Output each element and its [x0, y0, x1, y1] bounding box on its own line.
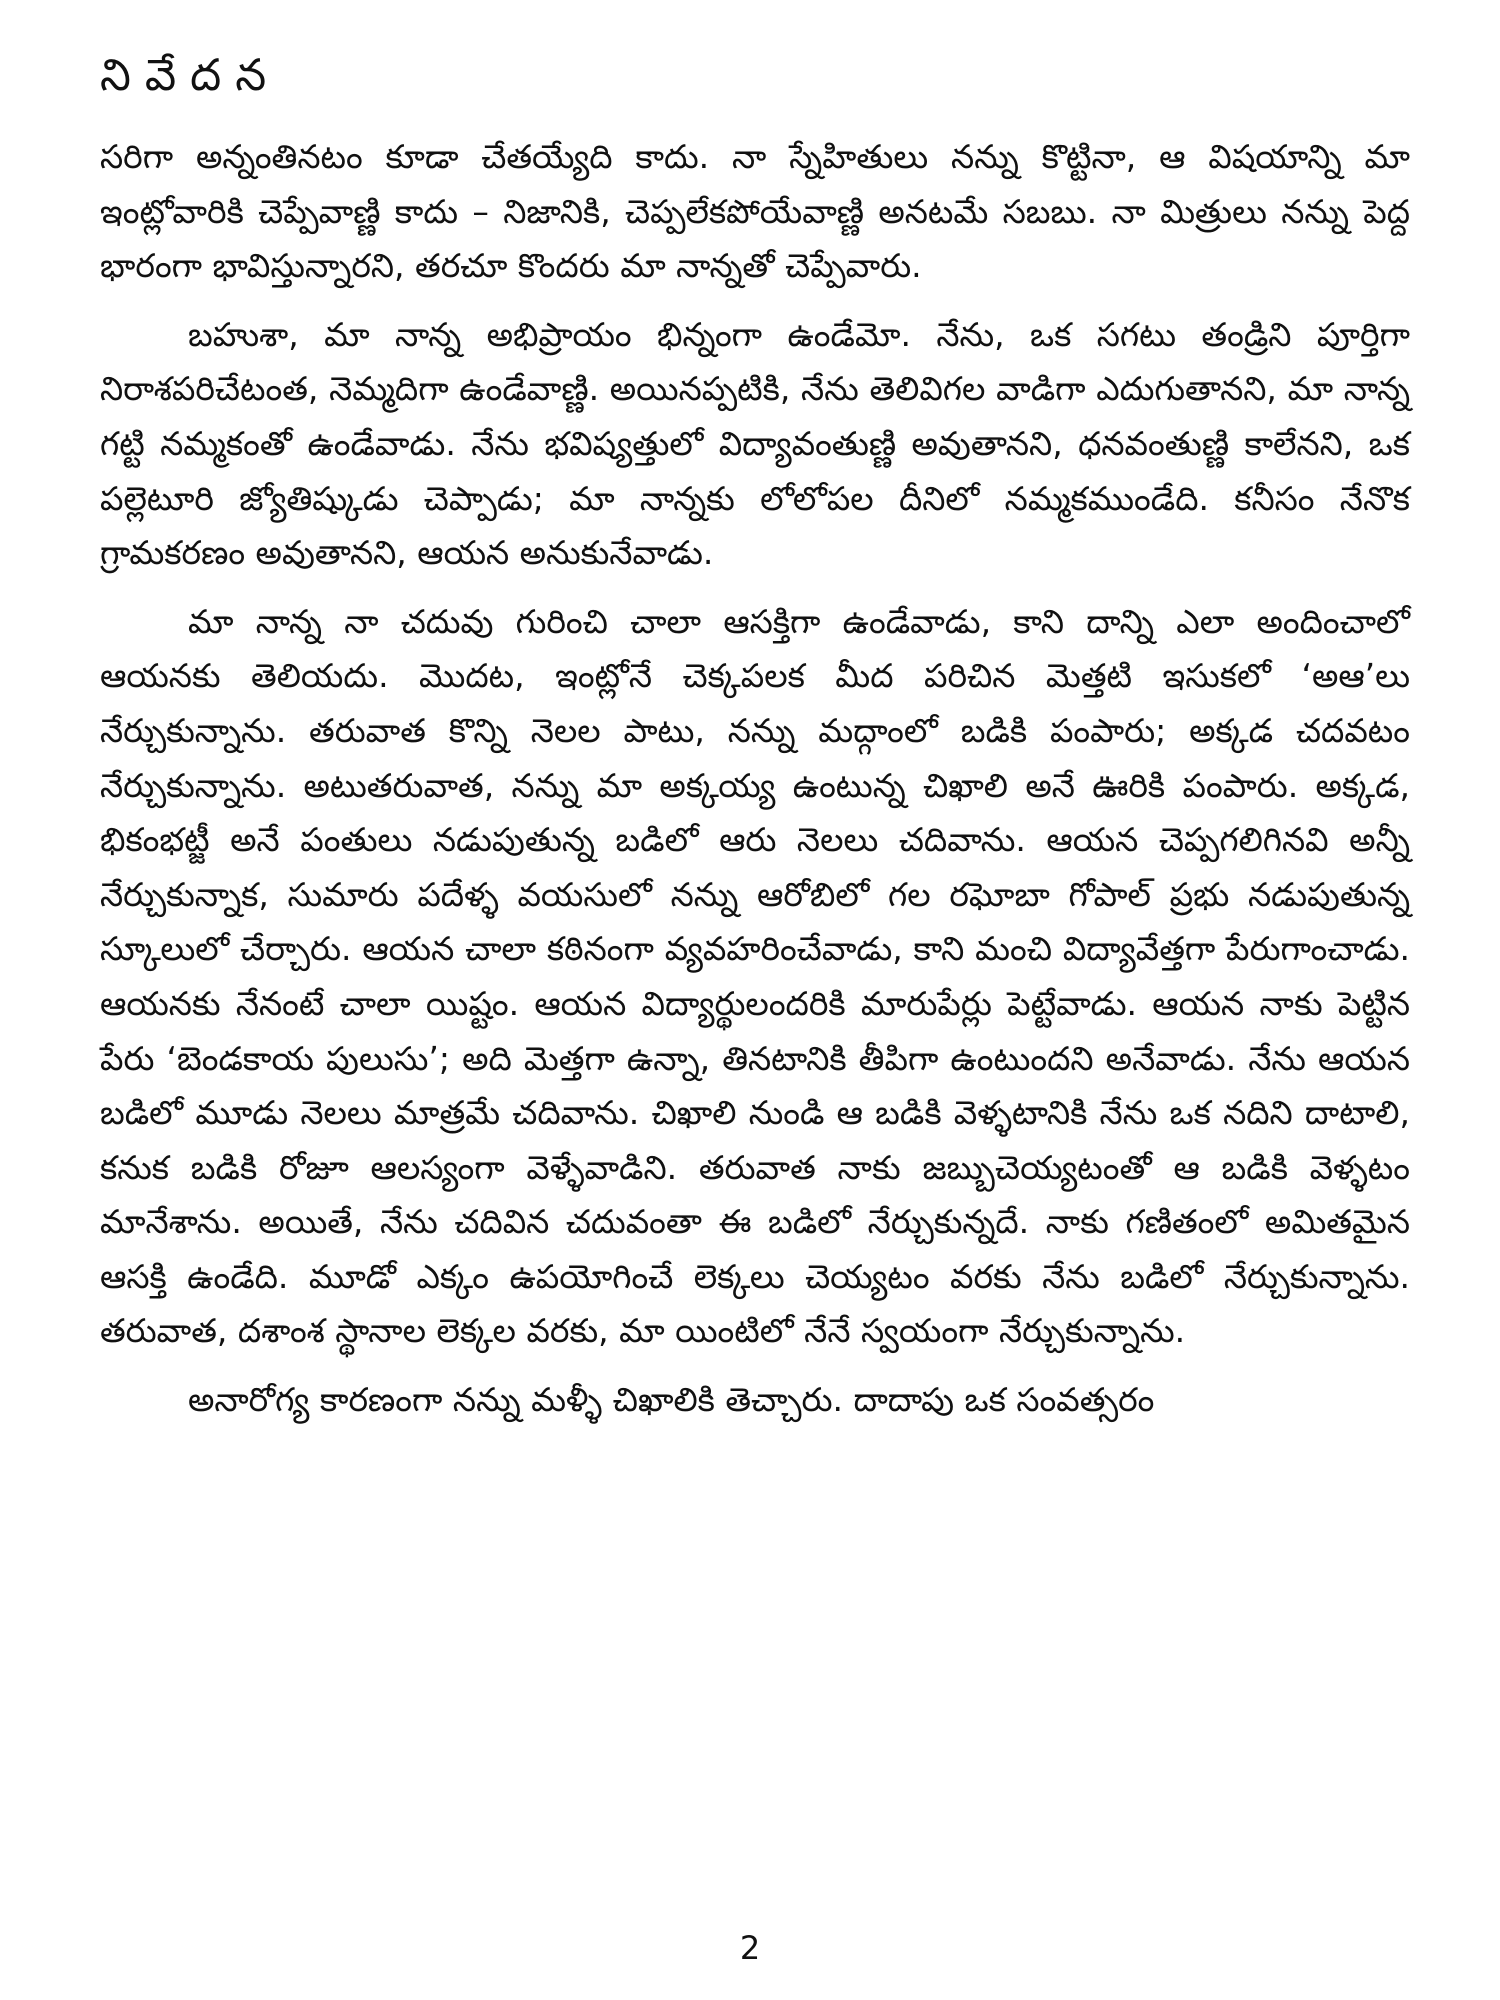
body-text [100, 130, 1410, 1442]
page-title: నివేదన [100, 50, 281, 101]
paragraph: అనారోగ్య కారణంగా నన్ను మళ్ళీ చిఖాలికి తెచ్చారు. దాదాపు ఒక సంవత్సరం [188, 1380, 1155, 1420]
paragraph: బహుశా, మా నాన్న అభిప్రాయం భిన్నంగా ఉండేమో. నేను, ఒక సగటు తండ్రిని పూర్తిగా నిరాశపరిచేటంత, నెమ్మదిగా ఉండేవాణ్ణి. అయినప్పటికి, నేను తెలివిగల వాడిగా ఎదుగుతానని, మా నాన్న గట్టి నమ్మకంతో ఉండేవాడు. నేను భవిష్యత్తులో విద్యావంతుణ్ణి అవుతానని, ధనవంతుణ్ణి కాలేనని, ఒక పల్లెటూరి జ్యోతిష్కుడు చెప్పాడు; మా నాన్నకు లోలోపల దీనిలో నమ్మకముండేది. కనీసం నేనొక గ్రామకరణం అవుతానని, ఆయన అనుకునేవాడు. [100, 314, 1410, 573]
paragraph: మా నాన్న నా చదువు గురించి చాలా ఆసక్తిగా ఉండేవాడు, కాని దాన్ని ఎలా అందించాలో ఆయనకు తెలియదు. మొదట, ఇంట్లోనే చెక్కపలక మీద పరిచిన మెత్తటి ఇసుకలో ‘అఆ’లు నేర్చుకున్నాను. తరువాత కొన్ని నెలల పాటు, నన్ను మద్గాంలో బడికి పంపారు; అక్కడ చదవటం నేర్చుకున్నాను. అటుతరువాత, నన్ను మా అక్కయ్య ఉంటున్న చిఖాలి అనే ఊరికి పంపారు. అక్కడ, భికంభట్జీ అనే పంతులు నడుపుతున్న బడిలో ఆరు నెలలు చదివాను. ఆయన చెప్పగలిగినవి అన్నీ నేర్చుకున్నాక, సుమారు పదేళ్ళ వయసులో నన్ను ఆరోబిలో గల రఘోబా గోపాల్ ప్రభు నడుపుతున్న స్కూలులో చేర్చారు. ఆయన చాలా కఠినంగా వ్యవహరించేవాడు, కాని మంచి విద్యావేత్తగా పేరుగాంచాడు. ఆయనకు నేనంటే చాలా యిష్టం. ఆయన విద్యార్థులందరికి మారుపేర్లు పెట్టేవాడు. ఆయన నాకు పెట్టిన పేరు ‘బెండకాయ పులుసు’; అది మెత్తగా ఉన్నా, తినటానికి తీపిగా ఉంటుందని అనేవాడు. నేను ఆయన బడిలో మూడు నెలలు మాత్రమే చదివాను. చిఖాలి నుండి ఆ బడికి వెళ్ళటానికి నేను ఒక నదిని దాటాలి, కనుక బడికి రోజూ ఆలస్యంగా వెళ్ళేవాడిని. తరువాత నాకు జబ్బుచెయ్యటంతో ఆ బడికి వెళ్ళటం మానేశాను. అయితే, నేను చదివిన చదువంతా ఈ బడిలో నేర్చుకున్నదే. నాకు గణితంలో అమితమైన ఆసక్తి ఉండేది. మూడో ఎక్కం ఉపయోగించే లెక్కలు చెయ్యటం వరకు నేను బడిలో నేర్చుకున్నాను. తరువాత, దశాంశ స్థానాల లెక్కల వరకు, మా యింటిలో నేనే స్వయంగా నేర్చుకున్నాను. [100, 601, 1410, 1351]
page-number: 2 [739, 1929, 761, 1967]
paragraph: సరిగా అన్నంతినటం కూడా చేతయ్యేది కాదు. నా స్నేహితులు నన్ను కొట్టినా, ఆ విషయాన్ని మా ఇంట్లోవారికి చెప్పేవాణ్ణి కాదు – నిజానికి, చెప్పలేకపోయేవాణ్ణి అనటమే సబబు. నా మిత్రులు నన్ను పెద్ద భారంగా భావిస్తున్నారని, తరచూ కొందరు మా నాన్నతో చెప్పేవారు. [100, 137, 1410, 286]
